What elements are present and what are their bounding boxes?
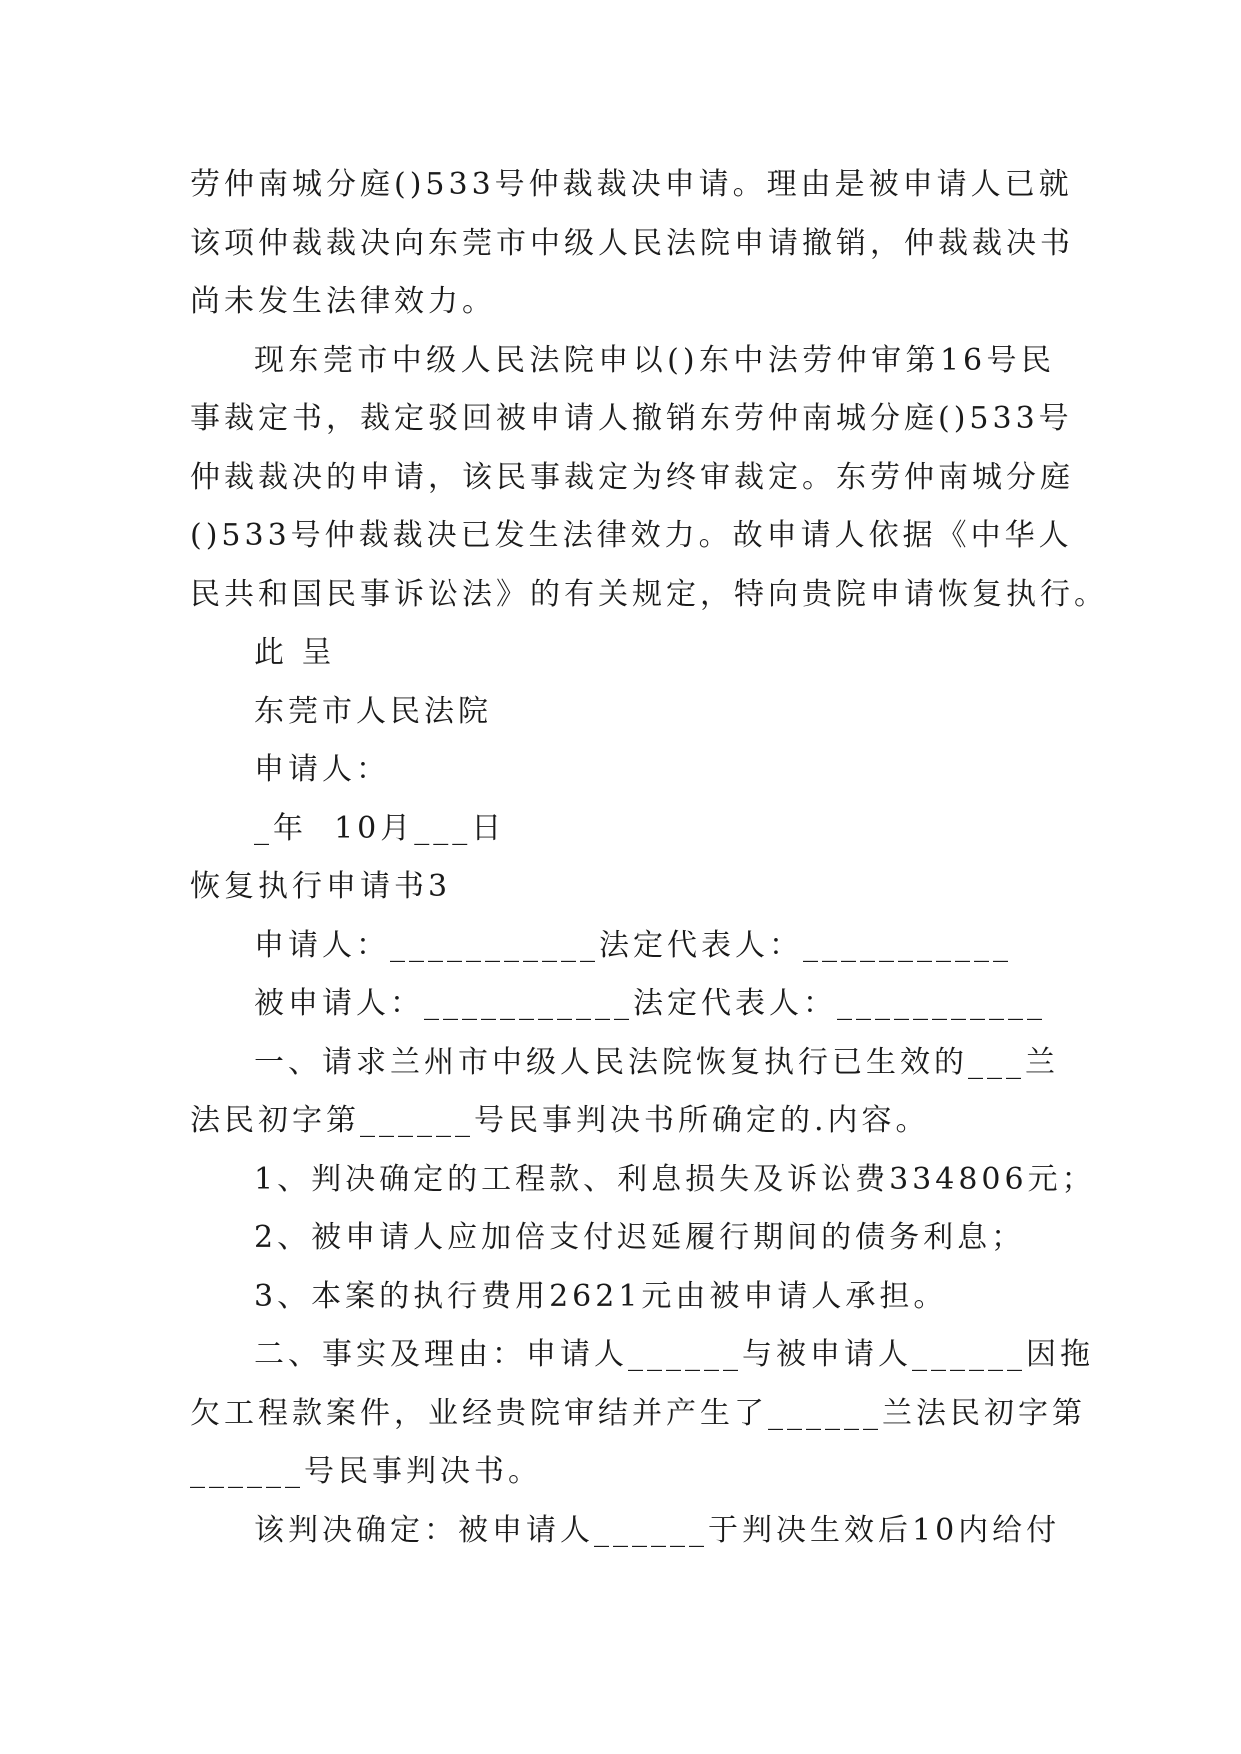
paragraph-line: 3、本案的执行费用2621元由被申请人承担。 bbox=[254, 1278, 948, 1314]
paragraph-line: 被申请人：___________法定代表人：___________ bbox=[254, 986, 1046, 1021]
paragraph-line: 劳仲南城分庭()533号仲裁裁决申请。理由是被申请人已就 bbox=[190, 167, 1073, 202]
paragraph-line: _年 10月___日 bbox=[254, 810, 506, 846]
paragraph-line: 1、判决确定的工程款、利息损失及诉讼费334806元； bbox=[254, 1161, 1096, 1197]
paragraph-line: 恢复执行申请书3 bbox=[190, 869, 452, 904]
paragraph-line: 事裁定书，裁定驳回被申请人撤销东劳仲南城分庭()533号 bbox=[190, 401, 1073, 436]
paragraph-line: ______号民事判决书。 bbox=[190, 1454, 542, 1489]
paragraph-line: 仲裁裁决的申请，该民事裁定为终审裁定。东劳仲南城分庭 bbox=[190, 459, 1074, 495]
paragraph-line: 申请人：___________法定代表人：___________ bbox=[254, 927, 1012, 963]
document-body bbox=[190, 156, 1108, 1560]
paragraph-line: 尚未发生法律效力。 bbox=[190, 284, 496, 319]
paragraph-line: 法民初字第______号民事判决书所确定的.内容。 bbox=[190, 1103, 930, 1138]
paragraph-line: 该项仲裁裁决向东莞市中级人民法院申请撤销，仲裁裁决书 bbox=[190, 225, 1074, 261]
paragraph-line: 现东莞市中级人民法院申以()东中法劳仲审第16号民 bbox=[254, 342, 1055, 378]
paragraph-line: 该判决确定：被申请人______于判决生效后10内给付 bbox=[254, 1512, 1061, 1548]
paragraph-line: 二、事实及理由：申请人______与被申请人______因拖 bbox=[254, 1337, 1094, 1372]
paragraph-line: ()533号仲裁裁决已发生法律效力。故申请人依据《中华人 bbox=[190, 518, 1073, 553]
paragraph-line: 2、被申请人应加倍支付迟延履行期间的债务利息； bbox=[254, 1220, 1026, 1255]
paragraph-line: 民共和国民事诉讼法》的有关规定，特向贵院申请恢复执行。 bbox=[190, 576, 1108, 612]
paragraph-line: 申请人： bbox=[254, 752, 390, 787]
paragraph-line: 一、请求兰州市中级人民法院恢复执行已生效的___兰 bbox=[254, 1044, 1059, 1080]
paragraph-line: 此 呈 bbox=[254, 635, 336, 670]
paragraph-line: 欠工程款案件，业经贵院审结并产生了______兰法民初字第 bbox=[190, 1395, 1086, 1431]
paragraph-line: 东莞市人民法院 bbox=[254, 693, 492, 729]
